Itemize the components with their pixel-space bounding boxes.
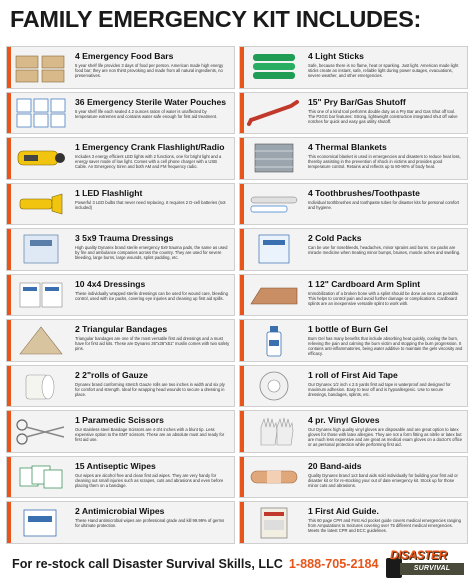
kit-item [239,228,468,271]
cold-pack-icon [244,229,304,270]
pry-bar-icon [244,93,304,134]
item-description: Safe, because there is no flame, heat or sparking. Just light. American made light sticks create an instant, safe, reliable light during power outages, evacuations, severe weather, and other emergencies. [308,63,459,78]
kit-item [6,92,235,135]
item-description: 5 year shelf life each sealed 4.2 ounces ration of water is unaffected by temperature extremes and contains water safe enough for first aid treatment. [75,108,218,119]
tape-roll-icon [244,366,304,407]
item-name: 20 Band-aids [308,460,362,471]
kit-item [6,228,235,271]
item-name: 1 bottle of Burn Gel [308,324,388,335]
kit-item [6,319,235,362]
kit-item [6,410,235,453]
restock-text: For re-stock call Disaster Survival Skills, LLC [12,557,283,571]
logo-text-top: DISASTER [390,548,447,562]
crank-radio-icon [11,138,71,179]
antimicrobial-wipes-icon [11,502,71,543]
item-description: High quality Dynarex brand sterile emergency 5x9 trauma pads, the same as used by fire and ambulance companies across the country. They are used for severe bleeding, large burns, large wounds, splint padding, etc. [75,245,228,261]
toothbrush-icon [244,184,304,225]
kit-item [239,501,468,544]
kit-item [6,365,235,408]
kit-item [6,183,235,226]
item-name: 36 Emergency Sterile Water Pouches [75,96,227,107]
item-name: 2 Cold Packs [308,233,362,244]
item-name: 1 LED Flashlight [75,187,143,198]
item-name: 10 4x4 Dressings [75,278,146,289]
item-description: Triangular bandages are one of the most versatile first aid dressings and a must have for first aid kits. These are Dynarex 36"x36"x51" muslin comes with two safety pins. [75,336,230,352]
trauma-dressing-icon [11,229,71,270]
kit-item [239,274,468,317]
item-description: These individually wrapped sterile dressings can be used for wound care, bleeding control, used with ice packs, covering eye injuries and cleaning up first aid spills. [75,290,228,301]
kit-item [239,46,468,89]
item-name: 1 12" Cardboard Arm Splint [308,278,421,289]
phone-number[interactable]: 1-888-705-2184 [288,557,379,571]
page-title: FAMILY EMERGENCY KIT INCLUDES: [10,6,422,32]
kit-item [239,92,468,135]
brand-logo [386,548,468,580]
item-name: 1 roll of First Aid Tape [308,369,398,380]
item-description: This economical blanket is used in emergencies and disasters to reduce heat loss, thereby assisting in the prevention of shock in victims and provides good temperature control. Retains and reflects up to 80-90% of body heat. [308,154,461,170]
kit-item [6,274,235,317]
item-name: 15" Pry Bar/Gas Shutoff [308,96,406,107]
arm-splint-icon [244,275,304,316]
item-name: 4 pr. Vinyl Gloves [308,415,380,426]
gauze-roll-icon [11,366,71,407]
item-name: 1 Emergency Crank Flashlight/Radio [75,142,225,153]
item-description: Includes 3 energy efficient LED lights with 2 functions, one for bright light and a energy saver mode of low light. Comes with a cell phone charger with a USB Cable. An Emergency Siren and both AM and FM frequency radio. [75,154,222,170]
item-description: Individual toothbrushes and toothpaste tubes for disaster kits for personal comfort and hygiene. [308,199,460,210]
gauze-dressing-icon [11,275,71,316]
item-description: This 60 page CPR and First Aid pocket guide covers medical emergencies ranging from Amputations to Seizures covering over 75 different medical emergencies. Meets the latest CPR and ECC guidelines. [308,518,461,534]
kit-item [239,456,468,499]
item-name: 1 Paramedic Scissors [75,415,164,426]
item-name: 2 2"rolls of Gauze [75,369,148,380]
item-description: Our wipes are alcohol free and clean first aid wipes. They are very handy for cleaning out small injuries such as scrapes, cuts and abrasions and even before placing them on a bandage. [75,472,224,488]
item-name: 3 5x9 Trauma Dressings [75,233,174,244]
kit-item [239,365,468,408]
item-name: 4 Light Sticks [308,51,364,61]
item-description: Our stainless steel Bandage Scissors are 4-3/4 inches with a blunt tip. Less expensive option to the EMT scissors. These are an absolute must and ready for first aid use. [75,427,225,443]
thermal-blanket-icon [244,138,304,179]
kit-item [239,137,468,180]
item-name: 1 First Aid Guide. [308,506,379,517]
antiseptic-wipes-icon [11,457,71,498]
item-name: 4 Emergency Food Bars [75,51,174,61]
food-bars-icon [11,47,71,88]
item-description: Our Dynarex high quality vinyl gloves are disposable and are great option to latex gloves for those with latex allergies. They are not a form fitting as nitrile or latex but are much less expensive and are great as medical exam gloves on a doctor's office or as personal protection while performing first aid. [308,427,463,448]
item-description: These Hand antimicrobial wipes are professional grade and kill 99.99% of germs for ultimate protection. [75,518,225,529]
kit-item [6,46,235,89]
item-name: 4 Toothbrushes/Toothpaste [308,187,420,198]
item-name: 4 Thermal Blankets [308,142,387,153]
first-aid-guide-icon [244,502,304,543]
item-description: Burn Gel has many benefits that include absorbing heat quickly, cooling the burn, relieving the pain and calming the burn victim and stopping the burn progression. It contains anti-inflammatories, being water additive to maintain the gels viscosity and efficacy. [308,336,463,357]
item-name: 15 Antiseptic Wipes [75,460,156,471]
item-description: Can be use for nosebleeds, headaches, minor sprains and burns. Ice packs are miracle medicine when treating minor bumps, bruises, muscle aches and swelling. [308,245,461,256]
kit-item [6,456,235,499]
water-pouches-icon [11,93,71,134]
item-description: This one of a kind tool performs double duty as a Pry Bar and Gas Shut off tool. The P2GG bar features: Strong, lightweight construction integrated shut off valve notches for quick and easy gas utility shutoff. [308,108,458,124]
kit-item [239,410,468,453]
scissors-icon [11,411,71,452]
item-description: Our Dynarex 1/2 inch x 2.5 yards first aid tape is waterproof and designed for maximum adhesion. Easy to tear off and is hypoallergenic. Use to secure dressings, bandages, splints, etc. [308,381,451,397]
item-name: 2 Antimicrobial Wipes [75,506,165,517]
item-description: Quality Dynarex brand 1x3 band aids sold individually for building your first aid or disaster kit or for re-stocking your out of date emergency kit. Stock up for those minor cuts and abrasions. [308,472,458,488]
item-name: 2 Triangular Bandages [75,324,168,335]
light-sticks-icon [244,47,304,88]
kit-item [239,319,468,362]
item-description: Powerful 3 LED bulbs that never need replacing. It requires 2 D-cell batteries (not included) [75,199,226,210]
triangular-bandage-icon [11,320,71,361]
burn-gel-icon [244,320,304,361]
kit-item [6,137,235,180]
kit-items-grid [6,46,468,544]
item-description: Dynarex brand conforming stretch Gauze rolls are two inches in width and six ply for comfort and strength. Ideal for wrapping head wounds to secure a dressing in place. [75,381,225,397]
logo-text-bottom: SURVIVAL SKILLS [400,563,464,575]
bandaid-icon [244,457,304,498]
flashlight-icon [11,184,71,225]
kit-item [239,183,468,226]
gloves-icon [244,411,304,452]
kit-item [6,501,235,544]
item-description: Immobilization of a broken bone with a splint should be done as soon as possible. This helps to control pain and avoid further damage or complications. Cardboard splints are an inexpensive versatile splint to work with. [308,290,460,306]
item-description: 5 year shelf life provides 3 days of food per person. American made high energy food bar; they are non thirst provoking and made from all natural ingredients, no preservatives. [75,63,224,78]
